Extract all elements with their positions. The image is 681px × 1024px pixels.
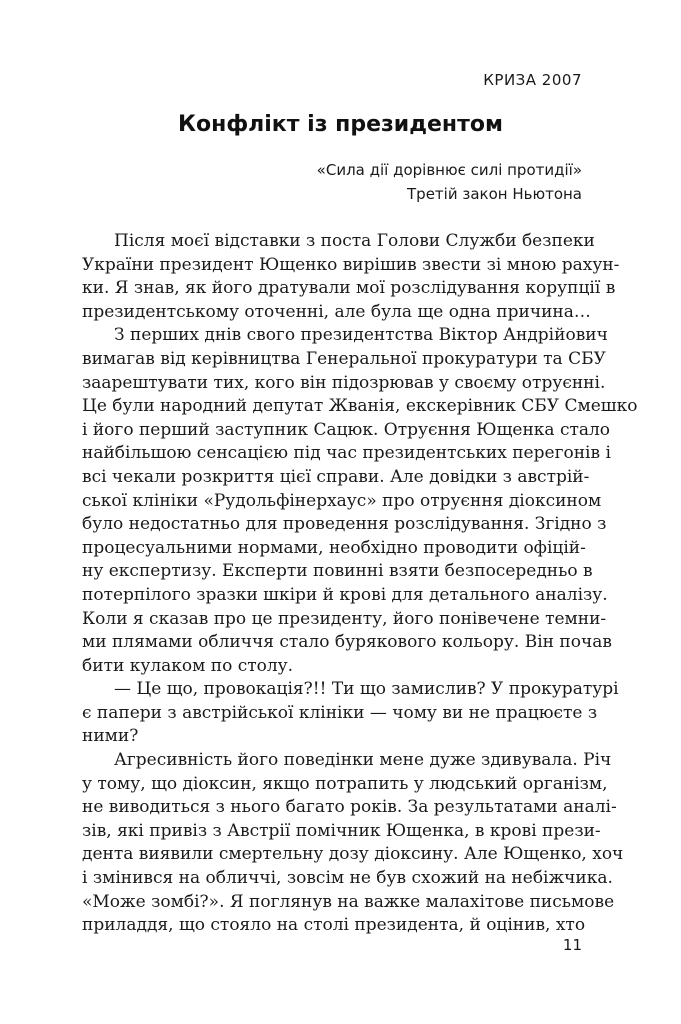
- text-line: ської клініки «Рудольфінерхаус» про отруєння діоксином: [82, 490, 602, 511]
- text-line: вимагав від керівництва Генеральної прокуратури та СБУ: [82, 348, 606, 369]
- running-head: КРИЗА 2007: [483, 71, 582, 89]
- text-line: найбільшою сенсацією під час президентських перегонів і: [82, 443, 611, 464]
- text-line: потерпілого зразки шкіри й крові для детального аналізу.: [82, 584, 608, 605]
- page-number: 11: [562, 936, 582, 954]
- text-line: заарештувати тих, кого він підозрював у своєму отруєнні.: [82, 372, 606, 393]
- epigraph-attribution: Третій закон Ньютона: [407, 185, 582, 203]
- text-line: ки. Я знав, як його дратували мої розслідування корупції в: [82, 278, 616, 299]
- text-line: і його перший заступник Сацюк. Отруєння Ющенка стало: [82, 419, 611, 440]
- text-line: не виводиться з нього багато років. За результатами аналі-: [82, 797, 617, 818]
- text-line: — Це що, провокація?!! Ти що замислив? У прокуратурі: [114, 679, 619, 700]
- text-line: ми плямами обличчя стало бурякового кольору. Він почав: [82, 632, 612, 653]
- text-line: президентському оточенні, але була ще одна причина…: [82, 301, 591, 322]
- text-line: приладдя, що стояло на столі президента, й оцінив, хто: [82, 915, 586, 936]
- text-line: «Може зомбі?». Я поглянув на важке малахітове письмове: [82, 891, 615, 912]
- text-line: Коли я сказав про це президенту, його понівечене темни-: [82, 608, 607, 629]
- text-line: зів, які привіз з Австрії помічник Ющенка, в крові прези-: [82, 820, 601, 841]
- text-line: ними?: [82, 726, 139, 747]
- text-line: у тому, що діоксин, якщо потрапить у людський організм,: [82, 773, 608, 794]
- text-line: ну експертизу. Експерти повинні взяти безпосередньо в: [82, 561, 593, 582]
- text-line: бити кулаком по столу.: [82, 655, 294, 676]
- text-line: було недостатньо для проведення розслідування. Згідно з: [82, 514, 607, 535]
- text-line: всі чекали розкриття цієї справи. Але довідки з австрій-: [82, 466, 590, 487]
- text-line: процесуальними нормами, необхідно проводити офіцій-: [82, 537, 586, 558]
- text-line: України президент Ющенко вирішив звести зі мною рахун-: [82, 254, 620, 275]
- text-line: Це були народний депутат Жванія, екскерівник СБУ Смешко: [82, 396, 638, 417]
- text-line: Агресивність його поведінки мене дуже здивувала. Річ: [114, 750, 612, 771]
- text-line: Після моєї відставки з поста Голови Служби безпеки: [114, 231, 595, 251]
- text-line: дента виявили смертельну дозу діоксину. Але Ющенко, хоч: [82, 844, 624, 865]
- body-text: [82, 230, 638, 938]
- epigraph: [317, 158, 582, 206]
- text-line: є папери з австрійської клініки — чому ви не працюєте з: [82, 702, 598, 723]
- epigraph-quote: «Сила дії дорівнює силі протидії»: [316, 161, 582, 179]
- text-line: З перших днів свого президентства Віктор Андрійович: [114, 325, 608, 346]
- chapter-title: Конфлікт із президентом: [178, 112, 503, 137]
- text-line: і змінився на обличчі, зовсім не був схожий на небіжчика.: [82, 868, 613, 889]
